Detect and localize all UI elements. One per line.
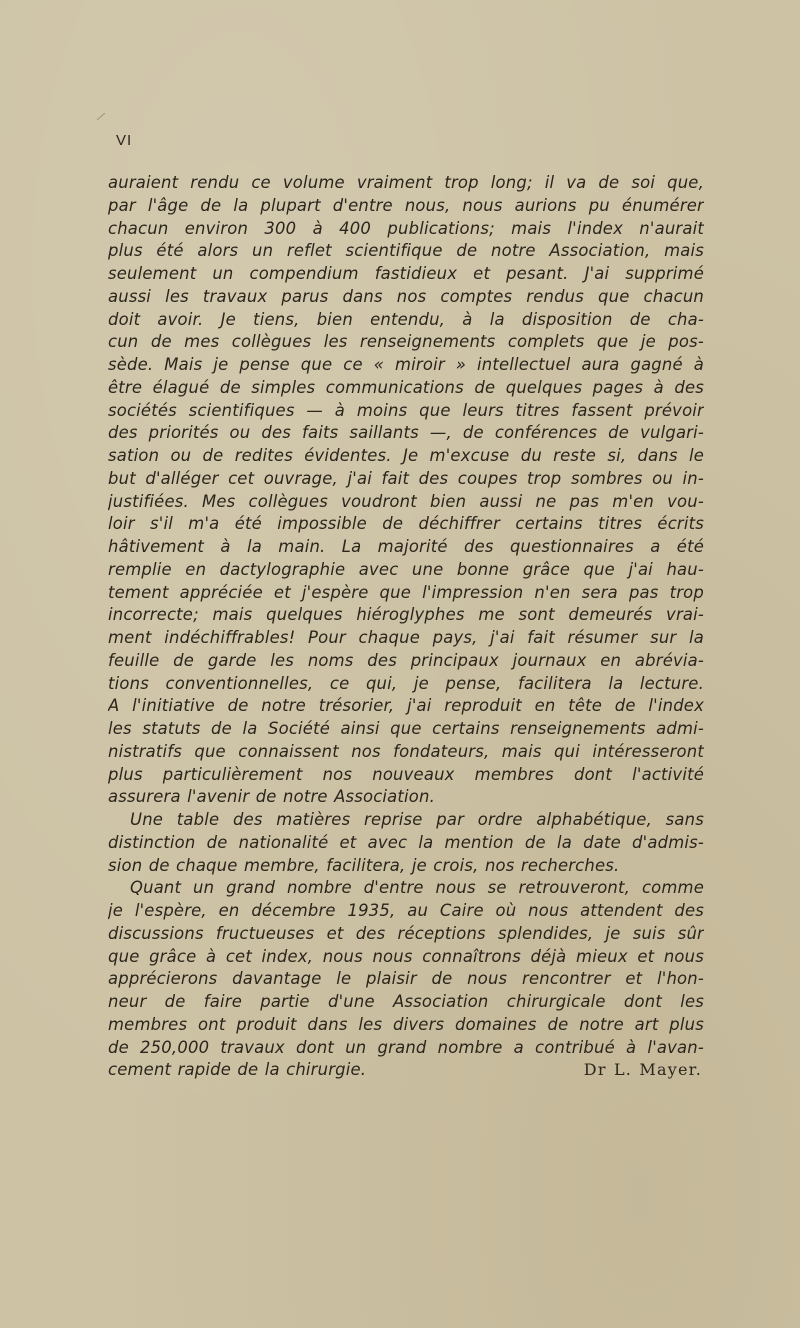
text-line: but d'alléger cet ouvrage, j'ai fait des coupes trop sombres ou in- bbox=[108, 468, 704, 488]
text-line: que grâce à cet index, nous nous connaîtrons déjà mieux et nous bbox=[108, 946, 704, 966]
text-line: neur de faire partie d'une Association chirurgicale dont les bbox=[108, 992, 704, 1011]
text-line: A l'initiative de notre trésorier, j'ai reproduit en tête de l'index bbox=[108, 696, 704, 716]
text-line: justifiées. Mes collègues voudront bien aussi ne pas m'en vou- bbox=[108, 491, 704, 511]
text-line: tement appréciée et j'espère que l'impression n'en sera pas trop bbox=[108, 582, 704, 602]
text-line: plus particulièrement nos nouveaux membres dont l'activité bbox=[108, 764, 704, 784]
text-line: feuille de garde les noms des principaux journaux en abrévia- bbox=[108, 650, 704, 670]
text-line: nistratifs que connaissent nos fondateurs, mais qui intéresseront bbox=[108, 741, 704, 761]
text-line: seulement un compendium fastidieux et pesant. J'ai supprimé bbox=[108, 264, 704, 283]
text-line: discussions fructueuses et des réceptions splendides, je suis sûr bbox=[108, 923, 704, 943]
text-line: Quant un grand nombre d'entre nous se retrouveront, comme bbox=[130, 878, 704, 898]
text-line: tions conventionnelles, ce qui, je pense, facilitera la lecture. bbox=[108, 673, 704, 693]
text-line: auraient rendu ce volume vraiment trop long; il va de soi que, bbox=[108, 173, 704, 192]
text-line: de 250,000 travaux dont un grand nombre a contribué à l'avan- bbox=[108, 1037, 704, 1057]
signature bbox=[584, 1059, 704, 1082]
text-line: je l'espère, en décembre 1935, au Caire où nous attendent des bbox=[108, 901, 704, 920]
text-line: remplie en dactylographie avec une bonne grâce que j'ai hau- bbox=[108, 559, 704, 579]
text-line: des priorités ou des faits saillants —, de conférences de vulgari- bbox=[108, 423, 704, 443]
text-line: Une table des matières reprise par ordre alphabétique, sans bbox=[130, 810, 704, 829]
text-line: distinction de nationalité et avec la mention de la date d'admis- bbox=[108, 832, 704, 852]
text-line: hâtivement à la main. La majorité des questionnaires a été bbox=[108, 537, 704, 556]
text-line: plus été alors un reflet scientifique de notre Association, mais bbox=[108, 241, 704, 261]
closing-line bbox=[108, 1059, 704, 1082]
text-line: doit avoir. Je tiens, bien entendu, à la disposition de cha- bbox=[108, 309, 704, 329]
body-text bbox=[108, 172, 704, 1082]
page-number: VI bbox=[116, 132, 133, 149]
text-line: cun de mes collègues les renseignements complets que je pos- bbox=[108, 332, 704, 352]
ink-mark bbox=[97, 113, 105, 120]
text-line: les statuts de la Société ainsi que certains renseignements admi- bbox=[108, 719, 704, 738]
text-line: sociétés scientifiques — à moins que leurs titres fassent prévoir bbox=[108, 400, 704, 420]
signature-name: L. Mayer. bbox=[613, 1060, 702, 1080]
text-line: aussi les travaux parus dans nos comptes rendus que chacun bbox=[108, 286, 704, 306]
text-line: sion de chaque membre, facilitera, je crois, nos recherches. bbox=[108, 855, 620, 875]
text-line: ment indéchiffrables! Pour chaque pays, j'ai fait résumer sur la bbox=[108, 628, 704, 647]
text-line: être élagué de simples communications de quelques pages à des bbox=[108, 377, 704, 397]
text-line: assurera l'avenir de notre Association. bbox=[108, 787, 436, 807]
text-line: sède. Mais je pense que ce « miroir » intellectuel aura gagné à bbox=[108, 355, 704, 374]
text-line: apprécierons davantage le plaisir de nous rencontrer et l'hon- bbox=[108, 969, 704, 989]
text-line: chacun environ 300 à 400 publications; mais l'index n'aurait bbox=[108, 218, 704, 238]
text-line: par l'âge de la plupart d'entre nous, nous aurions pu énumérer bbox=[108, 195, 704, 215]
signature-prefix: Dr bbox=[583, 1060, 607, 1080]
text-line: loir s'il m'a été impossible de déchiffrer certains titres écrits bbox=[108, 514, 704, 534]
text-line: membres ont produit dans les divers domaines de notre art plus bbox=[108, 1014, 704, 1034]
text-line: incorrecte; mais quelques hiéroglyphes me sont demeurés vrai- bbox=[108, 605, 704, 625]
text-line: sation ou de redites évidentes. Je m'excuse du reste si, dans le bbox=[108, 446, 704, 465]
text-line: cement rapide de la chirurgie. bbox=[108, 1060, 367, 1080]
